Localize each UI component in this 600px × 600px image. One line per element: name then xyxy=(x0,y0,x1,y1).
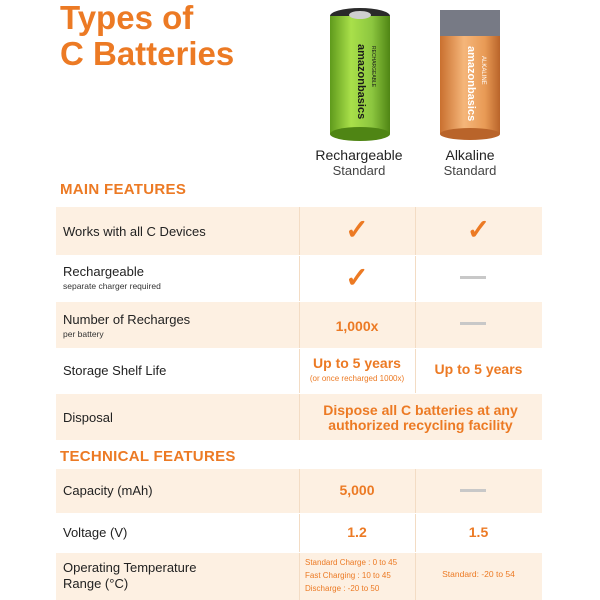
main-features-title: MAIN FEATURES xyxy=(60,181,187,198)
alkaline-dash-icon xyxy=(460,322,486,325)
alkaline-brand-text: amazonbasics xyxy=(465,46,477,122)
alkaline-subtext: ALKALINE xyxy=(480,56,486,85)
row-disposal xyxy=(56,394,542,440)
alkaline-temperature-value: Standard: -20 to 54 xyxy=(442,569,515,579)
alkaline-column-header xyxy=(405,147,535,179)
temp-line-3: Discharge : -20 to 50 xyxy=(305,584,380,593)
row-label-main: Number of Recharges xyxy=(63,312,191,327)
row-capacity xyxy=(56,469,542,513)
row-label-sub: per battery xyxy=(63,329,104,339)
row-rechargeable xyxy=(56,256,542,301)
alkaline-shelf-life-value: Up to 5 years xyxy=(434,361,523,377)
page-title xyxy=(60,0,234,72)
rechargeable-subtext: RECHARGEABLE xyxy=(370,46,376,88)
row-label xyxy=(63,560,196,592)
row-operating-temperature xyxy=(56,553,542,600)
row-label: Disposal xyxy=(63,410,113,425)
technical-features-title: TECHNICAL FEATURES xyxy=(60,448,236,465)
rechargeable-brand-text: amazonbasics xyxy=(355,44,367,120)
rechargeable-shelf-life-value: Up to 5 years xyxy=(313,355,401,371)
row-label-main: Rechargeable xyxy=(63,264,144,279)
row-storage-shelf-life xyxy=(56,349,542,393)
alkaline-dash-icon xyxy=(460,489,486,492)
rechargeable-shelf-life xyxy=(299,355,415,383)
rechargeable-check-icon: ✓ xyxy=(345,214,369,245)
rechargeable-voltage-value: 1.2 xyxy=(347,524,367,540)
row-label: Capacity (mAh) xyxy=(63,483,153,498)
temp-line-1: Standard Charge : 0 to 45 xyxy=(305,558,398,567)
row-voltage xyxy=(56,514,542,552)
temp-line-2: Fast Charging : 10 to 45 xyxy=(305,571,391,580)
row-label-line-2: Range (°C) xyxy=(63,576,129,591)
row-label-line-1: Operating Temperature xyxy=(63,560,197,575)
alkaline-battery-image xyxy=(438,6,502,142)
rechargeable-recharges-value: 1,000x xyxy=(335,318,379,334)
row-label: Works with all C Devices xyxy=(63,224,206,239)
rechargeable-name: Rechargeable xyxy=(315,147,403,163)
row-label: Storage Shelf Life xyxy=(63,363,167,378)
row-label-sub: separate charger required xyxy=(63,281,161,291)
alkaline-dash-icon xyxy=(460,276,486,279)
rechargeable-check-icon: ✓ xyxy=(345,262,369,293)
rechargeable-shelf-life-note: (or once recharged 1000x) xyxy=(309,374,405,383)
rechargeable-battery-image xyxy=(328,4,392,142)
rechargeable-capacity-value: 5,000 xyxy=(339,482,375,498)
disposal-line-1: Dispose all C batteries at any xyxy=(323,402,518,418)
rechargeable-temperature-value xyxy=(305,556,415,595)
title-line-1: Types of xyxy=(60,0,194,36)
disposal-line-2: authorized recycling facility xyxy=(328,417,513,433)
alkaline-name: Alkaline xyxy=(445,147,495,163)
disposal-value xyxy=(299,403,542,433)
row-label: Voltage (V) xyxy=(63,525,128,540)
alkaline-voltage-value: 1.5 xyxy=(468,524,489,540)
row-label xyxy=(63,264,161,291)
row-works-with-all-c-devices xyxy=(56,207,542,255)
row-number-of-recharges xyxy=(56,302,542,348)
rechargeable-type: Standard xyxy=(332,163,386,178)
alkaline-check-icon: ✓ xyxy=(466,214,491,245)
alkaline-type: Standard xyxy=(443,163,497,178)
row-label xyxy=(63,312,190,339)
title-line-2: C Batteries xyxy=(60,35,235,72)
